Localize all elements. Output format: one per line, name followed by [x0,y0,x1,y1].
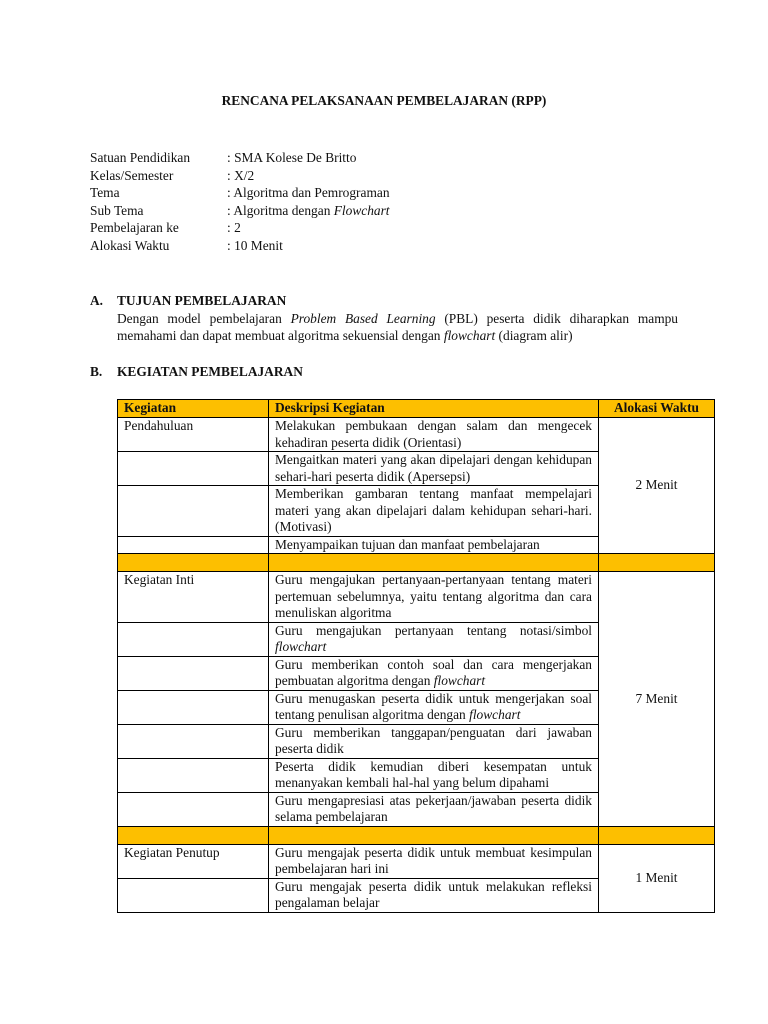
identity-value: : SMA Kolese De Britto [227,150,357,165]
activity-name-empty [118,622,269,656]
activity-description: Melakukan pembukaan dengan salam dan mengecek kehadiran peserta didik (Orientasi) [269,418,599,452]
activity-name-empty [118,656,269,690]
identity-label: Kelas/Semester [90,167,174,183]
identity-row [90,238,390,256]
activity-name-empty [118,536,269,554]
identity-label: Sub Tema [90,202,144,218]
activity-time: 7 Menit [599,572,715,827]
separator-cell [118,554,269,572]
objective-paragraph: Dengan model pembelajaran Problem Based Learning (PBL) peserta didik diharapkan mampu memahami dan dapat membuat algoritma sekuensial dengan flowchart (diagram alir) [117,311,678,343]
table-row [118,418,715,452]
activity-description: Memberikan gambaran tentang manfaat mempelajari materi yang akan dipelajari dalam kehidupan sehari-hari. (Motivasi) [269,486,599,537]
page-title: RENCANA PELAKSANAAN PEMBELAJARAN (RPP) [221,93,547,108]
activity-time: 1 Menit [599,844,715,912]
activity-description: Guru memberikan tanggapan/penguatan dari jawaban peserta didik [269,724,599,758]
table-row [118,572,715,623]
identity-value: : Algoritma dan Pemrograman [227,185,390,200]
activity-description: Menyampaikan tujuan dan manfaat pembelajaran [269,536,599,554]
identity-row [90,203,390,221]
section-b-heading [90,364,303,381]
activity-name-empty [118,758,269,792]
separator-cell [118,826,269,844]
header-alokasi-waktu: Alokasi Waktu [599,400,715,418]
section-a-letter: A. [90,293,104,308]
activity-name-empty [118,878,269,912]
activity-name: Kegiatan Inti [118,572,269,623]
identity-value: : 2 [227,220,241,235]
activity-description: Guru mengajukan pertanyaan-pertanyaan tentang materi pertemuan sebelumnya, yaitu tentang algoritma dan cara menuliskan algoritma [269,572,599,623]
separator-cell [269,826,599,844]
activity-name-empty [118,690,269,724]
activity-name-empty [118,486,269,537]
identity-label: Pembelajaran ke [90,220,179,235]
identity-row [90,220,390,238]
identity-label: Tema [90,185,120,200]
identity-row [90,185,390,203]
activity-description: Mengaitkan materi yang akan dipelajari dengan kehidupan sehari-hari peserta didik (Apersepsi) [269,452,599,486]
activity-description: Guru mengajak peserta didik untuk melakukan refleksi pengalaman belajar [269,878,599,912]
separator-cell [599,826,715,844]
activity-description: Guru mengapresiasi atas pekerjaan/jawaban peserta didik selama pembelajaran [269,792,599,826]
section-b-title: KEGIATAN PEMBELAJARAN [117,364,303,379]
header-deskripsi: Deskripsi Kegiatan [269,400,599,418]
activity-name: Kegiatan Penutup [118,844,269,878]
activity-description: Guru mengajak peserta didik untuk membuat kesimpulan pembelajaran hari ini [269,844,599,878]
activity-name: Pendahuluan [118,418,269,452]
activity-name-empty [118,452,269,486]
section-a-title: TUJUAN PEMBELAJARAN [117,293,287,308]
separator-cell [269,554,599,572]
identity-row [90,168,390,186]
identity-value: : 10 Menit [227,237,283,253]
separator-cell [599,554,715,572]
identity-value: : Algoritma dengan Flowchart [227,202,390,218]
activity-description: Peserta didik kemudian diberi kesempatan untuk menanyakan kembali hal-hal yang belum dipahami [269,758,599,792]
identity-row [90,150,390,168]
identity-label: Satuan Pendidikan [90,150,191,165]
activity-name-empty [118,792,269,826]
activity-description: Guru menugaskan peserta didik untuk mengerjakan soal tentang penulisan algoritma dengan flowchart [269,690,599,724]
identity-value: : X/2 [227,167,255,183]
table-separator-row [118,554,715,572]
header-kegiatan: Kegiatan [118,400,269,418]
activity-name-empty [118,724,269,758]
section-a-heading [90,293,286,310]
activity-time: 2 Menit [599,418,715,554]
table-row [118,844,715,878]
activity-description: Guru mengajukan pertanyaan tentang notasi/simbol flowchart [269,622,599,656]
section-b-letter: B. [90,364,103,379]
activities-table [117,399,715,913]
table-header-row [118,400,715,418]
table-separator-row [118,826,715,844]
identity-block [90,150,390,255]
identity-label: Alokasi Waktu [90,237,170,253]
activity-description: Guru memberikan contoh soal dan cara mengerjakan pembuatan algoritma dengan flowchart [269,656,599,690]
